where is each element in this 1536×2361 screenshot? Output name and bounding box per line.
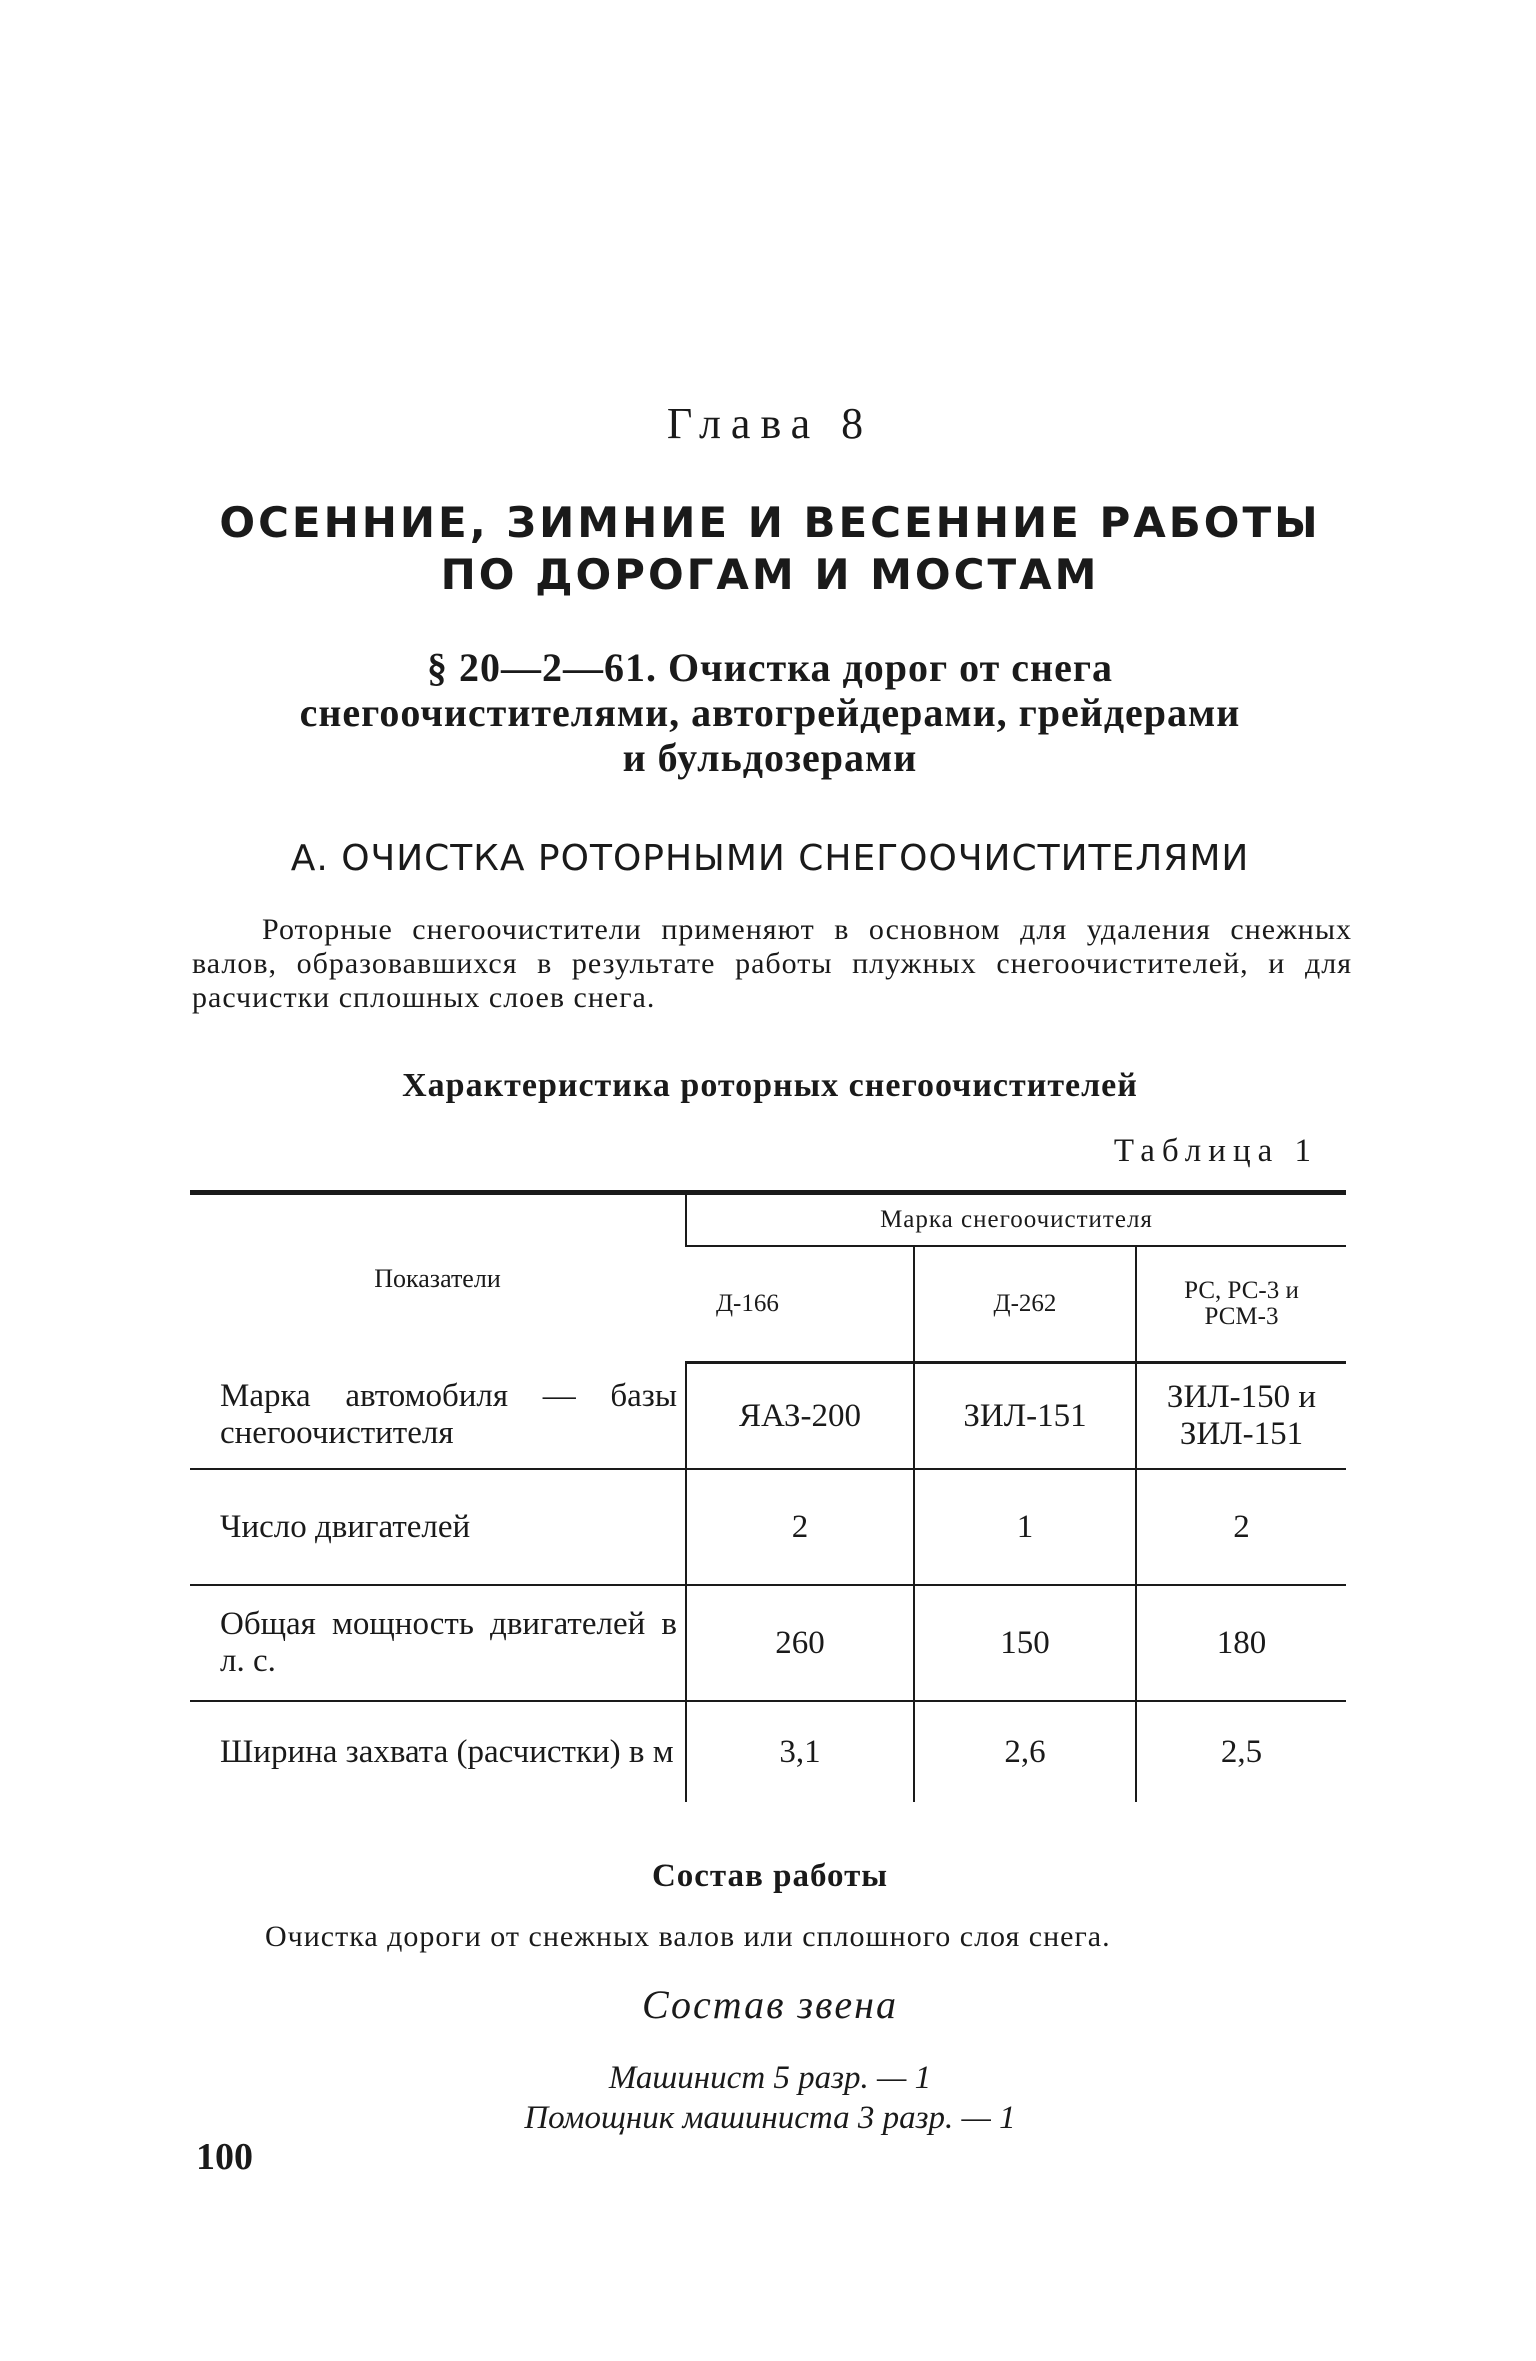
subsection-title: А. ОЧИСТКА РОТОРНЫМИ СНЕГООЧИСТИТЕЛЯМИ — [290, 838, 1250, 879]
row-label: Число двигателей — [190, 1469, 686, 1585]
chapter-title — [190, 497, 1350, 601]
table-number: Таблица 1 — [1113, 1133, 1318, 1169]
chapter-title-line-1: ОСЕННИЕ, ЗИМНИЕ И ВЕСЕННИЕ РАБОТЫ — [219, 498, 1321, 547]
row-label: Общая мощность двигателей в л. с. — [190, 1585, 686, 1701]
table-row — [190, 1701, 1346, 1802]
cell-value: 1 — [914, 1469, 1136, 1585]
team-member-1: Машинист 5 разр. — 1 — [608, 2060, 932, 2096]
cell-value: 2,6 — [914, 1701, 1136, 1802]
table-row — [190, 1469, 1346, 1585]
work-composition-title: Состав работы — [651, 1858, 889, 1894]
cell-value: 180 — [1136, 1585, 1346, 1701]
row-label: Ширина захвата (расчистки) в м — [220, 1733, 674, 1770]
cell-value: ЯАЗ-200 — [686, 1363, 914, 1470]
cell-value: 2 — [686, 1469, 914, 1585]
header-parameter: Показатели — [374, 1263, 501, 1293]
spec-table-wrapper — [190, 1190, 1346, 1802]
section-title-line-2: снегоочистителями, автогрейдерами, грейдерами — [299, 690, 1241, 735]
header-col-2: Д-262 — [914, 1246, 1136, 1363]
cell-value: ЗИЛ-151 — [914, 1363, 1136, 1470]
table-heading: Характеристика роторных снегоочистителей — [402, 1067, 1138, 1104]
chapter-label: Глава 8 — [666, 399, 874, 448]
cell-value: 260 — [686, 1585, 914, 1701]
table-row — [190, 1585, 1346, 1701]
header-group-brand: Марка снегоочистителя — [686, 1193, 1346, 1247]
header-col-1: Д-166 — [686, 1246, 914, 1363]
section-title-line-3: и бульдозерами — [622, 735, 918, 780]
cell-value: 2 — [1136, 1469, 1346, 1585]
team-member-list — [190, 2058, 1350, 2138]
table-row — [190, 1363, 1346, 1470]
header-col-3: РС, РС-3 и РСМ-3 — [1136, 1246, 1346, 1363]
work-composition-text: Очистка дороги от снежных валов или сплошного слоя снега. — [265, 1920, 1111, 1953]
cell-value: 150 — [914, 1585, 1136, 1701]
intro-paragraph: Роторные снегоочистители применяют в основном для удаления снежных валов, образовавшихся в результате работы плужных снегоочистителей, и для расчистки сплошных слоев снега. — [192, 913, 1352, 1014]
team-member-2: Помощник машиниста 3 разр. — 1 — [524, 2100, 1016, 2136]
cell-value: 2,5 — [1136, 1701, 1346, 1802]
chapter-title-line-2: ПО ДОРОГАМ И МОСТАМ — [440, 550, 1100, 599]
cell-value: ЗИЛ-150 и ЗИЛ-151 — [1136, 1363, 1346, 1470]
section-title-line-1: § 20—2—61. Очистка дорог от снега — [426, 645, 1114, 690]
team-composition-title: Состав звена — [641, 1982, 898, 2027]
cell-value: 3,1 — [686, 1701, 914, 1802]
page-number: 100 — [196, 2136, 253, 2178]
spec-table — [190, 1190, 1346, 1802]
row-label: Марка автомобиля — базы снегоочистителя — [190, 1363, 686, 1470]
section-title — [190, 645, 1350, 780]
